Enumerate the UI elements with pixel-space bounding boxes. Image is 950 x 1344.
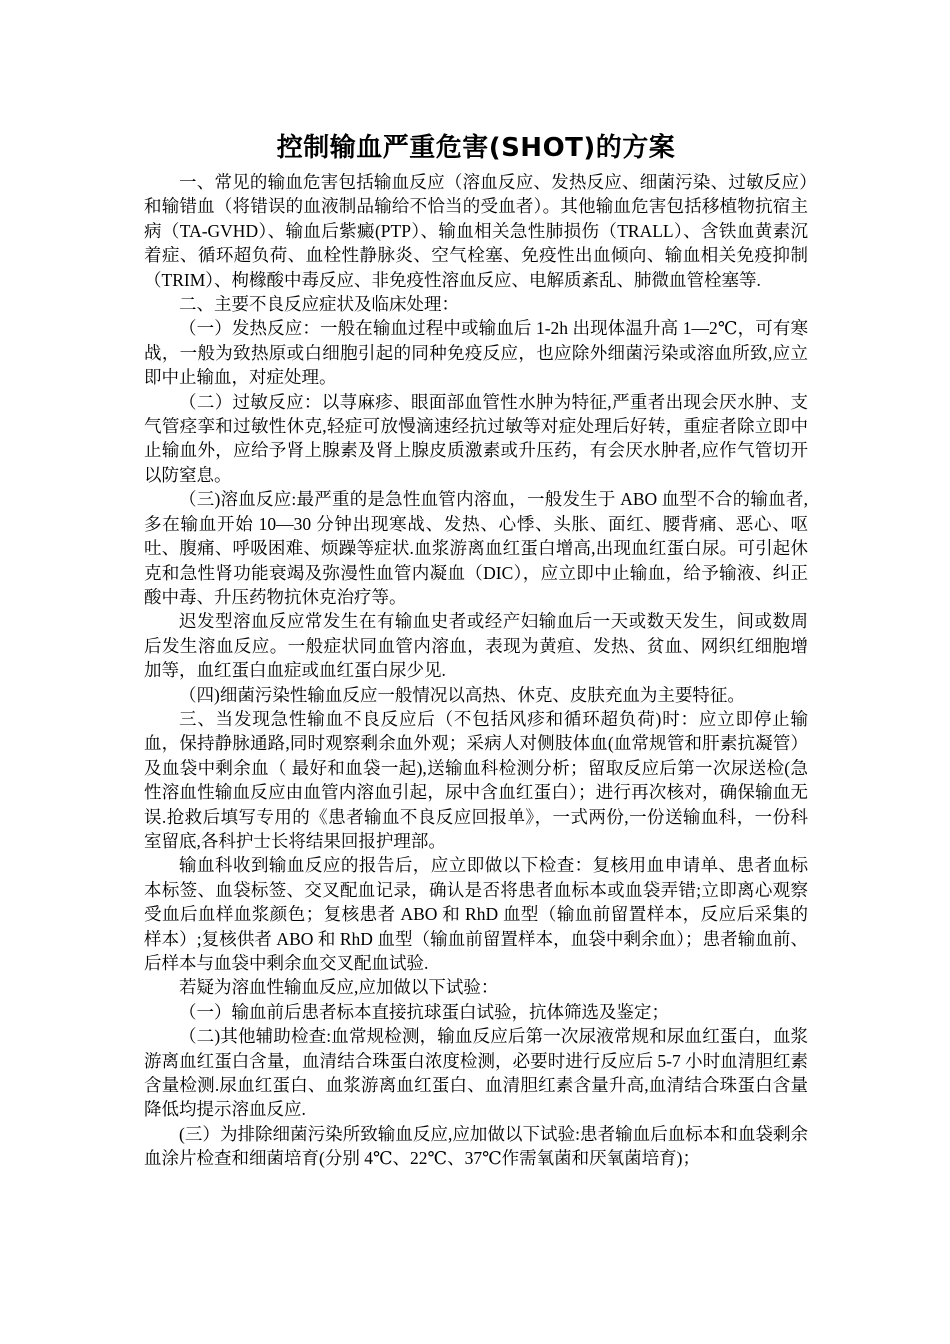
paragraph-test-two: （二)其他辅助检查:血常规检测，输血反应后第一次尿液常规和尿血红蛋白，血浆游离血红蛋白含量，血清结合珠蛋白浓度检测，必要时进行反应后 5-7 小时血清胆红素含量检测.尿血红蛋白、血浆游离血红蛋白、血清胆红素含量升高,血清结合珠蛋白含量降低均提示溶血反应. [144, 1026, 808, 1120]
paragraph-delayed-hemolytic: 迟发型溶血反应常发生在有输血史者或经产妇输血后一天或数天发生，间或数周后发生溶血反应。一般症状同血管内溶血，表现为黄疸、发热、贫血、网织红细胞增加等，血红蛋白血症或血红蛋白尿少见. [144, 611, 808, 681]
paragraph-bacterial-contamination: （四)细菌污染性输血反应一般情况以高热、休克、皮肤充血为主要特征。 [179, 684, 745, 705]
paragraph-test-one: （一）输血前后患者标本直接抗球蛋白试验，抗体筛选及鉴定； [179, 1001, 669, 1022]
paragraph-blood-bank-checks: 输血科收到输血反应的报告后，应立即做以下检查：复核用血申请单、患者血标本标签、血袋标签、交叉配血记录，确认是否将患者血标本或血袋弄错;立即离心观察受血后血样血浆颜色；复核患者 ABO 和 RhD 血型（输血前留置样本，反应后采集的样本）;复核供者 ABO 和 RhD 血型（输血前留置样本，血袋中剩余血）；患者输血前、后样本与血袋中剩余血交叉配血试验. [144, 855, 808, 973]
paragraph-common-hazards: 一、常见的输血危害包括输血反应（溶血反应、发热反应、细菌污染、过敏反应）和输错血（将错误的血液制品输给不恰当的受血者）。其他输血危害包括移植物抗宿主病（TA-GVHD）、输血后紫癜(PTP）、输血相关急性肺损伤（TRALL）、含铁血黄素沉着症、循环超负荷、血栓性静脉炎、空气栓塞、免疫性出血倾向、输血相关免疫抑制（TRIM）、枸橼酸中毒反应、非免疫性溶血反应、电解质紊乱、肺微血管栓塞等. [144, 172, 808, 290]
paragraph-suspected-hemolysis: 若疑为溶血性输血反应,应加做以下试验： [179, 977, 499, 998]
paragraph-test-three: (三）为排除细菌污染所致输血反应,应加做以下试验:患者输血后血标本和血袋剩余血涂片检查和细菌培育(分别 4℃、22℃、37℃作需氧菌和厌氧菌培育)； [144, 1123, 808, 1169]
document-page [144, 126, 808, 1171]
paragraph-allergic-reaction: （二）过敏反应：以荨麻疹、眼面部血管性水肿为特征,严重者出现会厌水肿、支气管痉挛和过敏性休克,轻症可放慢滴速经抗过敏等对症处理后好转，重症者除立即中止输血外，应给予肾上腺素及肾上腺皮质激素或升压药，有会厌水肿者,应作气管切开以防窒息。 [144, 391, 808, 485]
paragraph-hemolytic-reaction: （三)溶血反应:最严重的是急性血管内溶血，一般发生于 ABO 血型不合的输血者,多在输血开始 10—30 分钟出现寒战、发热、心悸、头胀、面红、腰背痛、恶心、呕吐、腹痛、呼吸困难、烦躁等症状.血浆游离血红蛋白增高,出现血红蛋白尿。可引起休克和急性肾功能衰竭及弥漫性血管内凝血（DIC），应立即中止输血，给予输液、纠正酸中毒、升压药物抗休克治疗等。 [144, 489, 808, 607]
paragraph-section-two-heading: 二、主要不良反应症状及临床处理： [179, 294, 459, 315]
paragraph-section-three: 三、当发现急性输血不良反应后（不包括风疹和循环超负荷)时：应立即停止输血，保持静脉通路,同时观察剩余血外观；采病人对侧肢体血(血常规管和肝素抗凝管）及血袋中剩余血（ 最好和血袋一起),送输血科检测分析；留取反应后第一次尿送检(急性溶血性输血反应由血管内溶血引起，尿中含血红蛋白）；进行再次核对，确保输血无误.抢救后填写专用的《患者输血不良反应回报单》，一式两份,一份送输血科，一份科室留底,各科护士长将结果回报护理部。 [144, 708, 808, 851]
paragraph-febrile-reaction: （一）发热反应：一般在输血过程中或输血后 1-2h 出现体温升高 1—2℃，可有寒战，一般为致热原或白细胞引起的同种免疫反应，也应除外细菌污染或溶血所致,应立即中止输血，对症处理。 [144, 318, 808, 388]
document-title: 控制输血严重危害(SHOT)的方案 [276, 133, 676, 163]
